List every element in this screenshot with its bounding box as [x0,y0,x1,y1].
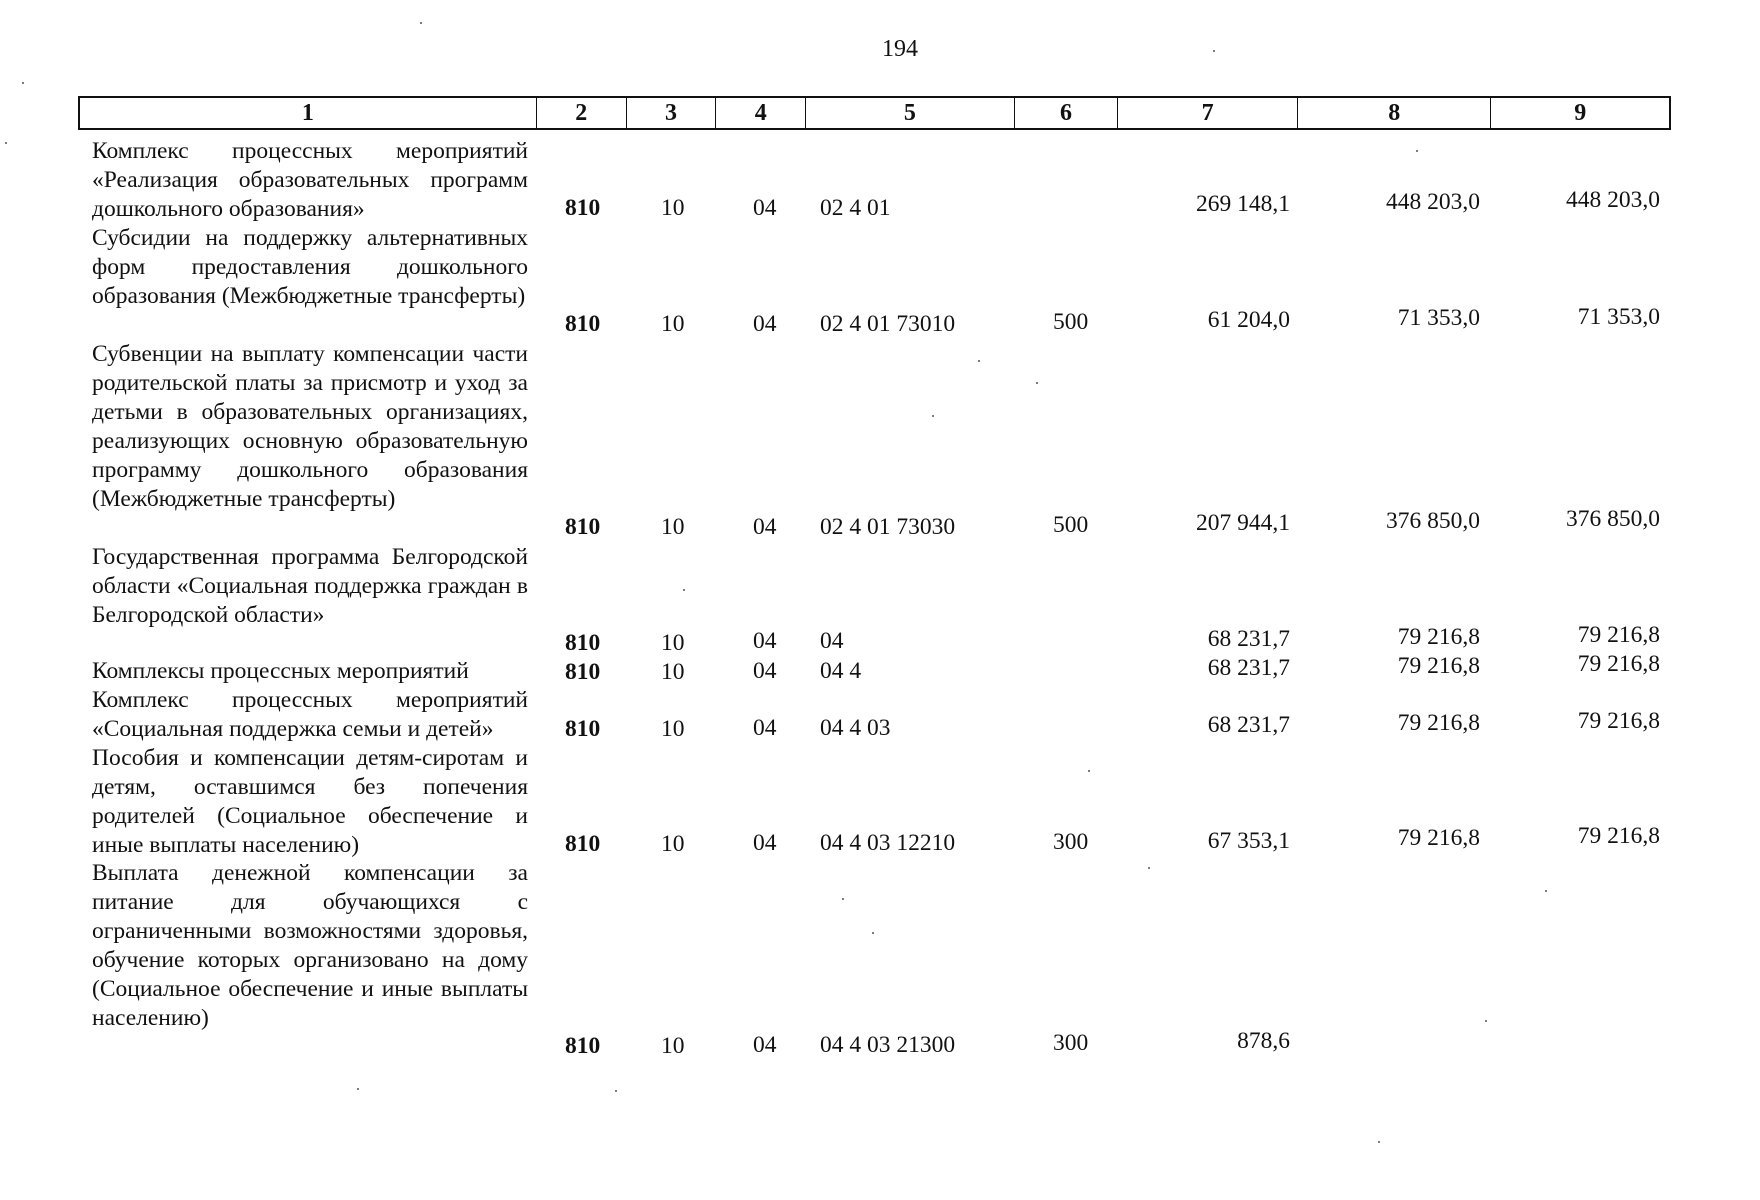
cell-col-9: 79 216,8 [1577,622,1660,648]
scan-speck [872,932,874,934]
cell-col-3: 10 [661,1033,685,1059]
cell-col-6: 500 [1053,309,1089,335]
scan-speck [1378,1141,1380,1143]
row-description: Комплексы процессных мероприятий [92,658,469,684]
cell-col-9: 71 353,0 [1577,304,1660,330]
scan-speck [1213,50,1215,52]
cell-col-2: 810 [565,311,601,337]
row-description: Пособия и компенсации детям-сиротам и детям, оставшимся без попечения родителей (Социальное обеспечение и иные выплаты населению) [92,745,528,858]
cell-col-9: 79 216,8 [1577,708,1660,734]
cell-col-9: 376 850,0 [1566,506,1660,532]
cell-col-7: 68 231,7 [1207,712,1290,738]
cell-col-7: 68 231,7 [1207,655,1290,681]
cell-col-3: 10 [661,659,685,685]
cell-col-5: 04 4 03 21300 [820,1032,956,1058]
cell-col-3: 10 [661,195,685,221]
cell-col-8: 71 353,0 [1397,305,1480,331]
cell-col-4: 04 [753,1032,777,1058]
row-description: Субвенции на выплату компенсации части родительской платы за присмотр и уход за детьми в образовательных организациях, реализующих основную образовательную программу дошкольного образования (Межбюджетные трансферты) [92,341,528,512]
cell-col-4: 04 [753,830,777,856]
cell-col-8: 79 216,8 [1397,653,1480,679]
cell-col-3: 10 [661,514,685,540]
cell-col-5: 04 [820,628,844,654]
cell-col-4: 04 [753,514,777,540]
cell-col-2: 810 [565,716,601,742]
cell-col-2: 810 [565,1033,601,1059]
cell-col-8: 448 203,0 [1386,189,1480,215]
scan-speck [1036,382,1038,384]
column-header-4: 4 [716,98,806,128]
column-header-2: 2 [537,98,627,128]
cell-col-5: 04 4 03 12210 [820,830,956,856]
scan-speck [1545,890,1547,892]
row-description: Государственная программа Белгородской области «Социальная поддержка граждан в Белгородской области» [92,544,528,628]
scan-speck [932,415,934,417]
cell-col-2: 810 [565,514,601,540]
scan-speck [1148,867,1150,869]
table-header [78,96,1671,130]
scan-speck [1485,1020,1487,1022]
cell-col-8: 376 850,0 [1386,508,1480,534]
cell-col-3: 10 [661,831,685,857]
row-description: Субсидии на поддержку альтернативных форм предоставления дошкольного образования (Межбюджетные трансферты) [92,225,528,309]
cell-col-4: 04 [753,628,777,654]
cell-col-7: 68 231,7 [1207,626,1290,652]
cell-col-8: 79 216,8 [1397,825,1480,851]
cell-col-8: 79 216,8 [1397,624,1480,650]
cell-col-5: 02 4 01 73010 [820,311,956,337]
cell-col-3: 10 [661,311,685,337]
cell-col-9: 79 216,8 [1577,651,1660,677]
cell-col-4: 04 [753,311,777,337]
column-header-5: 5 [806,98,1014,128]
cell-col-2: 810 [565,831,601,857]
cell-col-2: 810 [565,630,601,656]
cell-col-6: 300 [1053,1030,1089,1056]
column-header-3: 3 [627,98,717,128]
row-description: Выплата денежной компенсации за питание для обучающихся с ограниченными возможностями здоровья, обучение которых организовано на дому (Социальное обеспечение и иные выплаты населению) [92,860,528,1031]
scan-speck [5,142,7,144]
cell-col-3: 10 [661,716,685,742]
scan-speck [420,22,422,24]
cell-col-5: 02 4 01 73030 [820,514,956,540]
scan-speck [842,898,844,900]
row-description: Комплекс процессных мероприятий «Реализация образовательных программ дошкольного образования» [92,138,528,222]
column-header-6: 6 [1015,98,1119,128]
column-header-7: 7 [1118,98,1298,128]
cell-col-9: 79 216,8 [1577,823,1660,849]
column-header-9: 9 [1574,100,1587,126]
cell-col-7: 269 148,1 [1196,191,1290,217]
cell-col-4: 04 [753,195,777,221]
scan-speck [357,1088,359,1090]
cell-col-4: 04 [753,658,777,684]
cell-col-2: 810 [565,659,601,685]
scan-speck [978,360,980,362]
scan-speck [683,589,685,591]
page-number: 194 [882,36,918,62]
scan-speck [1088,770,1090,772]
cell-col-2: 810 [565,195,601,221]
scan-speck [1416,150,1418,152]
scan-speck [22,82,24,84]
column-header-8: 8 [1298,98,1492,128]
cell-col-5: 02 4 01 [820,195,891,221]
scan-speck [615,1090,617,1092]
column-header-1: 1 [80,98,537,128]
cell-col-6: 500 [1053,512,1089,538]
cell-col-3: 10 [661,630,685,656]
cell-col-7: 207 944,1 [1196,510,1290,536]
cell-col-6: 300 [1053,829,1089,855]
cell-col-8: 79 216,8 [1397,710,1480,736]
cell-col-9: 448 203,0 [1566,187,1660,213]
cell-col-5: 04 4 [820,658,862,684]
cell-col-7: 878,6 [1237,1028,1290,1054]
cell-col-5: 04 4 03 [820,715,891,741]
row-description: Комплекс процессных мероприятий «Социальная поддержка семьи и детей» [92,687,528,742]
cell-col-7: 61 204,0 [1207,307,1290,333]
cell-col-7: 67 353,1 [1207,828,1290,854]
cell-col-4: 04 [753,715,777,741]
